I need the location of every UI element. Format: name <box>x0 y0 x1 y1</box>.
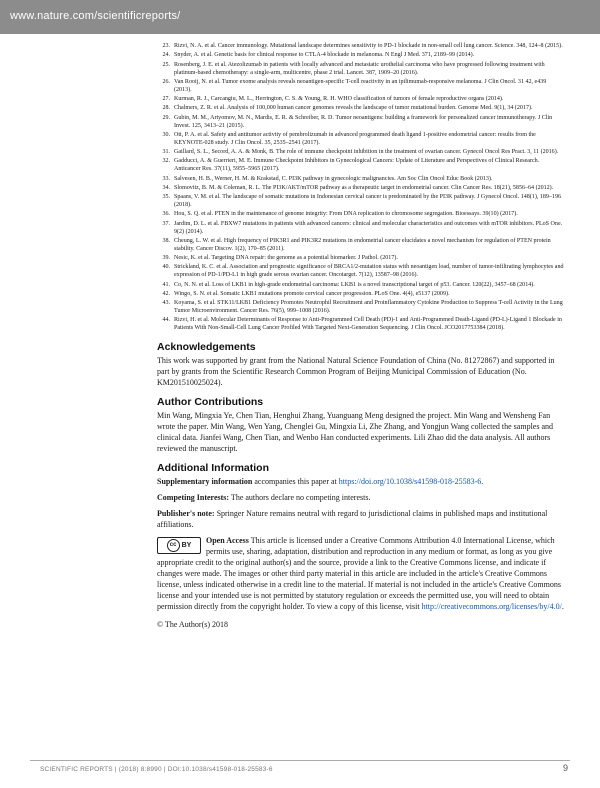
additional-information-section <box>157 462 565 530</box>
acknowledgements-text: This work was supported by grant from the National Natural Science Foundation of China (No. 81272867) and supported in part by grants from the Scientific Research Common Program of Beijing Municipal Commission of Education (No. KM201510025024). <box>157 356 555 388</box>
reference-item <box>157 115 565 131</box>
reference-text: Koyama, S. et al. STK11/LKB1 Deficiency Promotes Neutrophil Recruitment and Proinflammatory Cytokine Production to Suppress T-cell Activity in the Lung Tumor Microenvironment. Cancer Res. 76(5), 999–1008 (2016). <box>174 300 563 314</box>
reference-number: 37. <box>162 220 170 227</box>
reference-number: 35. <box>162 194 170 201</box>
reference-item <box>157 221 565 237</box>
reference-text: Slomovitz, B. M. & Coleman, R. L. The PI3K/AKT/mTOR pathway as a therapeutic target in endometrial cancer. Clin Cancer Res. 18(21), 5856–64 (2012). <box>174 184 554 191</box>
open-access-label: Open Access <box>206 536 249 546</box>
page-content <box>157 43 565 629</box>
reference-text: Co, N. N. et al. Loss of LKB1 in high-grade endometrial carcinoma: LKB1 is a novel transcriptional target of p53. Cancer. 120(22), 3457–68 (2014). <box>174 281 535 288</box>
competing-label: Competing Interests: <box>157 493 230 503</box>
reference-text: Rizvi, N. A. et al. Cancer immunology. Mutational landscape determines sensitivity to PD-1 blockade in non-small cell lung cancer. Science. 348, 124–8 (2015). <box>174 43 563 49</box>
reference-number: 23. <box>162 43 170 49</box>
reference-number: 27. <box>162 96 170 102</box>
reference-text: Gaillard, S. L., Secord, A. A. & Monk, B. The role of immune checkpoint inhibition in the treatment of ovarian cancer. Gynecol Oncol Res Pract. 3, 11 (2016). <box>174 149 559 155</box>
footer-divider <box>30 760 570 761</box>
cc-circle-icon: cc <box>167 539 180 552</box>
reference-text: Van Rooij, N. et al. Tumor exome analysis reveals neoantigen-specific T-cell reactivity in an ipilimumab-responsive melanoma. J Clin Oncol. 31 42, e439 (2013). <box>174 78 547 93</box>
reference-number: 34. <box>162 184 170 191</box>
reference-item <box>157 158 565 174</box>
reference-text: Ott, P. A. et al. Safety and antitumor activity of pembrolizumab in advanced programmed death ligand 1-positive endometrial cancer: results from the KEYNOTE-028 study. J Clin Oncol. 35, 2535–2541 (2017). <box>174 131 536 146</box>
reference-text: Jardim, D. L. et al. FBXW7 mutations in patients with advanced cancers: clinical and molecular characteristics and outcomes with mTOR inhibitors. PLoS One. 9(2) (2014). <box>174 220 563 235</box>
open-access-notice <box>157 535 565 612</box>
reference-item <box>157 132 565 148</box>
reference-number: 36. <box>162 211 170 218</box>
author-contributions-text: Min Wang, Mingxia Ye, Chen Tian, Henghui Zhang, Yuanguang Meng designed the project. Min Wang and Wensheng Fan wrote the paper. Min Wang, Wen Yang, Chenglei Gu, Mingxia Li, Zhe Zhang, and Yongjun Wang collected the samples and clinical data. Jianfei Wang, Chen Tian, and Wenbo Han conducted experiments. Lili Zhao did the data analysis. All authors reviewed the manuscript. <box>157 411 554 454</box>
reference-item <box>157 291 565 299</box>
reference-item <box>157 194 565 210</box>
author-contributions-heading: Author Contributions <box>157 396 264 409</box>
page-number: 9 <box>562 763 568 773</box>
creative-commons-badge-icon[interactable] <box>157 537 201 554</box>
acknowledgements-heading: Acknowledgements <box>157 341 256 354</box>
supplementary-info <box>157 476 565 487</box>
reference-item <box>157 96 565 104</box>
reference-item <box>157 149 565 157</box>
reference-text: Salvesen, H. B., Werner, H. M. & Krakstad, C. PI3K pathway in gynecologic malignancies. Am Soc Clin Oncol Educ Book (2013). <box>174 175 493 182</box>
reference-text: Gubin, M. M., Artyomov, M. N., Mardis, E. R. & Schreiber, R. D. Tumor neoantigens: building a framework for personalized cancer immunotherapy. J Clin Invest. 125, 3413–21 (2015). <box>174 114 553 129</box>
author-contributions-section <box>157 396 565 454</box>
footer-citation: SCIENTIFIC REPORTS | (2018) 8:8990 | DOI:10.1038/s41598-018-25583-6 <box>40 766 273 773</box>
reference-item <box>157 176 565 184</box>
supplementary-text: accompanies this paper at <box>252 477 339 487</box>
copyright-notice: © The Author(s) 2018 <box>157 620 229 630</box>
publishers-note <box>157 508 565 530</box>
reference-number: 32. <box>162 158 170 165</box>
reference-text: Gadducci, A. & Guerrieri, M. E. Immune Checkpoint Inhibitors in Gynecological Cancers: Update of Literature and Perspectives of Clinical Research. Anticancer Res. 37(11), 5955–5965 (2017). <box>174 158 540 173</box>
reference-number: 26. <box>162 78 170 85</box>
supplementary-end: . <box>481 477 484 487</box>
reference-text: Rizvi, H. et al. Molecular Determinants of Response to Anti-Programmed Cell Death (PD)-1 and Anti-Programmed Death-Ligand (PD-L)-Ligand 1 Blockade in Patients With Non-Small-Cell Lung Cancer Profiled With Targeted Next-Generation Sequencing. J Clin Oncol. JCO2017753384 (2018). <box>174 317 562 332</box>
reference-number: 39. <box>162 255 170 261</box>
reference-number: 28. <box>162 105 170 112</box>
reference-item <box>157 264 565 280</box>
license-link[interactable]: http://creativecommons.org/licenses/by/4.0/ <box>421 602 562 612</box>
additional-information-heading: Additional Information <box>157 462 269 475</box>
reference-number: 40. <box>162 264 170 271</box>
reference-text: Strickland, K. C. et al. Association and prognostic significance of BRCA1/2-mutation status with neoantigen load, number of tumor-infiltrating lymphocytes and expression of PD-1/PD-L1 in high grade serous ovarian cancer. Oncotarget. 7(12), 13587–98 (2016). <box>174 264 564 279</box>
open-access-text: This article is licensed under a Creative Commons Attribution 4.0 International License, which permits use, sharing, adaptation, distribution and reproduction in any medium or format, as long as you give appropriate credit to the original author(s) and the source, provide a link to the Creative Commons license, and indicate if changes were made. The images or other third party material in this article are included in the article's Creative Commons license, unless indicated otherwise in a credit line to the material. If material is not included in the article's Creative Commons license and your intended use is not permitted by statutory regulation or exceeds the permitted use, you will need to obtain permission directly from the copyright holder. To view a copy of this license, visit <box>157 536 561 612</box>
supplementary-link[interactable]: https://doi.org/10.1038/s41598-018-25583-6 <box>338 477 482 487</box>
reference-list <box>157 43 565 333</box>
publisher-label: Publisher's note: <box>157 509 215 519</box>
reference-text: Snyder, A. et al. Genetic basis for clinical response to CTLA-4 blockade in melanoma. N Engl J Med. 371, 2189–99 (2014). <box>174 52 475 59</box>
reference-text: Kurman, R. J., Carcangiu, M. L., Herrington, C. S. & Young, R. H. WHO classification of tumors of female reproductive organs (2014). <box>174 96 504 102</box>
reference-item <box>157 255 565 263</box>
open-access-end: . <box>561 602 564 612</box>
reference-number: 42. <box>162 290 170 297</box>
reference-item <box>157 211 565 219</box>
reference-item <box>157 105 565 113</box>
reference-number: 25. <box>162 61 170 68</box>
reference-item <box>157 238 565 254</box>
reference-number: 30. <box>162 131 170 138</box>
reference-text: Hou, S. Q. et al. PTEN in the maintenance of genome integrity: From DNA replication to chromosome segregation. Bioessays. 39(10) (2017). <box>174 211 518 218</box>
publisher-text: Springer Nature remains neutral with regard to jurisdictional claims in published maps and institutional affiliations. <box>157 509 548 530</box>
reference-item <box>157 79 565 95</box>
reference-number: 43. <box>162 300 170 307</box>
acknowledgements-section <box>157 341 565 388</box>
competing-interests <box>157 492 565 503</box>
reference-text: Chalmers, Z. R. et al. Analysis of 100,000 human cancer genomes reveals the landscape of tumor mutational burden. Genome Med. 9(1), 34 (2017). <box>174 105 533 112</box>
journal-url[interactable]: www.nature.com/scientificreports/ <box>10 10 181 22</box>
reference-text: Wingo, S. N. et al. Somatic LKB1 mutations promote cervical cancer progression. PLoS One. 4(4), e5137 (2009). <box>174 290 450 297</box>
reference-number: 24. <box>162 52 170 59</box>
reference-text: Spaans, V. M. et al. The landscape of somatic mutations in Indonesian cervical cancer is predominated by the PI3K pathway. J Gynecol Oncol. 148(1), 189–196 (2018). <box>174 194 562 208</box>
reference-item <box>157 185 565 193</box>
reference-item <box>157 317 565 333</box>
reference-number: 31. <box>162 149 170 155</box>
reference-item <box>157 62 565 78</box>
reference-number: 33. <box>162 175 170 182</box>
reference-item <box>157 43 565 51</box>
cc-badge-label: BY <box>181 542 192 550</box>
reference-item <box>157 282 565 290</box>
reference-text: Nesic, K. et al. Targeting DNA repair: the genome as a potential biomarker. J Pathol. (2017). <box>174 255 398 261</box>
top-header-bar <box>0 0 600 34</box>
competing-text: The authors declare no competing interests. <box>229 493 371 503</box>
reference-item <box>157 52 565 60</box>
reference-number: 29. <box>162 114 170 121</box>
reference-number: 38. <box>162 237 170 244</box>
reference-number: 41. <box>162 281 170 288</box>
reference-number: 44. <box>162 317 170 324</box>
reference-item <box>157 300 565 316</box>
reference-text: Cheung, L. W. et al. High frequency of PIK3R1 and PIK3R2 mutations in endometrial cancer elucidates a novel mechanism for regulation of PTEN protein stability. Cancer Discov. 1(2), 170–85 (2011). <box>174 237 551 252</box>
reference-text: Rosenberg, J. E. et al. Atezolizumab in patients with locally advanced and metastatic urothelial carcinoma who have progressed following treatment with platinum-based chemotherapy: a single-arm, multicentre, phase 2 trial. Lancet. 387, 1909–20 (2016). <box>174 61 545 76</box>
supplementary-label: Supplementary information <box>157 477 253 487</box>
